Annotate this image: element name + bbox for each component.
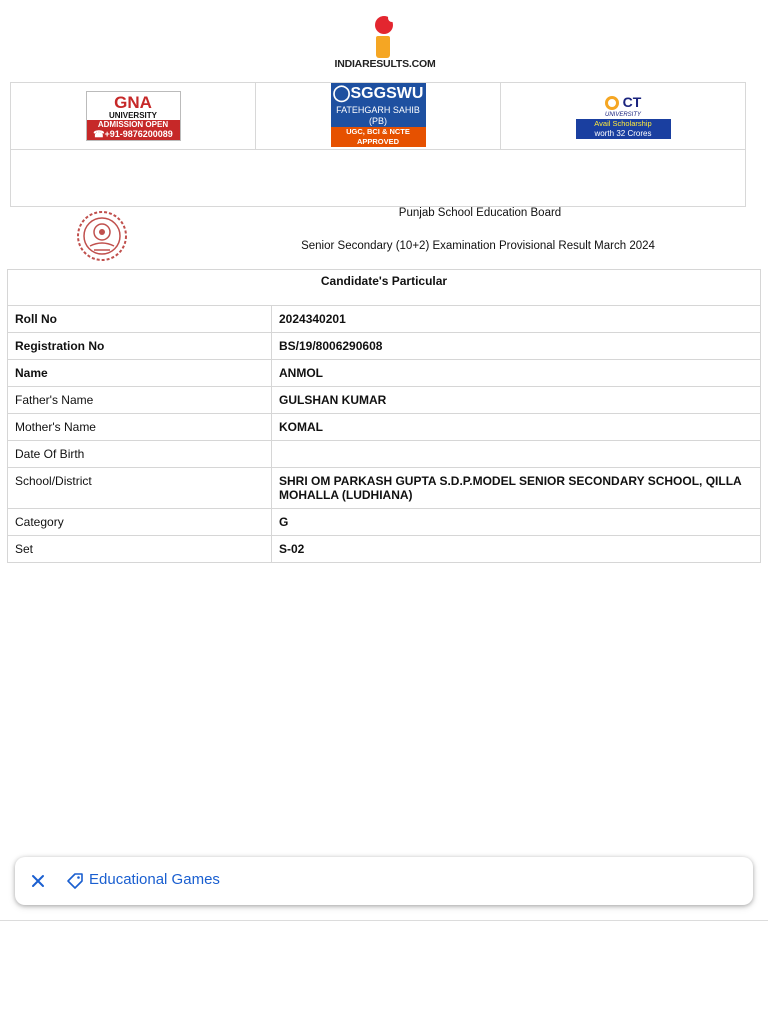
row-label: Father's Name [8,387,272,414]
row-value: BS/19/8006290608 [272,333,761,360]
ad-sggswu[interactable] [331,83,426,146]
table-row-fathers-name [8,387,761,414]
table-row-mothers-name [8,414,761,441]
row-value [272,441,761,468]
row-label: Registration No [8,333,272,360]
site-logo-mark [370,14,400,56]
ad-sggswu-place: FATEHGARH SAHIB (PB) [336,105,420,126]
ad-ct-title: CT [576,93,671,111]
row-label: Roll No [8,306,272,333]
ad-ct-university[interactable] [576,91,671,141]
row-value: KOMAL [272,414,761,441]
educational-games-snackbar [15,857,753,905]
table-row-school-district [8,468,761,509]
row-value: 2024340201 [272,306,761,333]
ad-gna-subtitle: UNIVERSITY [108,110,157,120]
table-row-name [8,360,761,387]
ad-sggswu-title: ◯SGGSWU [332,85,424,102]
row-value: SHRI OM PARKASH GUPTA S.D.P.MODEL SENIOR SECONDARY SCHOOL, QILLA MOHALLA (LUDHIANA) [272,468,761,509]
ad-banner-table [10,82,746,207]
row-value: S-02 [272,536,761,563]
row-value: G [272,509,761,536]
table-row-category [8,509,761,536]
divider [0,920,768,921]
close-icon[interactable] [28,871,48,891]
board-emblem-icon [76,210,128,262]
ad-sggswu-approval: UGC, BCI & NCTE APPROVED [331,127,426,147]
ad-gna-university[interactable] [86,91,181,141]
row-label: Set [8,536,272,563]
tag-icon [65,871,85,891]
table-row-set [8,536,761,563]
ad-gna-phone: ☎+91-9876200089 [87,129,180,140]
row-label: School/District [8,468,272,509]
ad-ct-amount: worth 32 Crores [576,129,671,139]
table-row-roll-no [8,306,761,333]
row-label: Category [8,509,272,536]
ad-gna-tag: ADMISSION OPEN [87,120,180,129]
ad-cell-sggswu [256,83,501,150]
candidate-table-title: Candidate's Particular [8,270,761,306]
row-label: Name [8,360,272,387]
row-value: ANMOL [272,360,761,387]
ad-gna-title: GNA [114,92,152,112]
candidate-table [7,269,761,563]
site-logo-text: INDIARESULTS.COM [334,58,436,70]
ad-ct-subtitle: UNIVERSITY [604,112,641,118]
educational-games-link[interactable]: Educational Games [89,871,220,888]
site-logo[interactable] [330,14,440,76]
ad-cell-gna [11,83,256,150]
row-label: Mother's Name [8,414,272,441]
ad-blank-row [11,150,746,207]
board-title: Punjab School Education Board [398,207,562,219]
table-row-registration-no [8,333,761,360]
row-label: Date Of Birth [8,441,272,468]
table-row-date-of-birth [8,441,761,468]
row-value: GULSHAN KUMAR [272,387,761,414]
ad-ct-tagline: Avail Scholarship [576,119,671,129]
exam-title: Senior Secondary (10+2) Examination Provisional Result March 2024 [301,240,655,252]
ad-cell-ct [501,83,746,150]
